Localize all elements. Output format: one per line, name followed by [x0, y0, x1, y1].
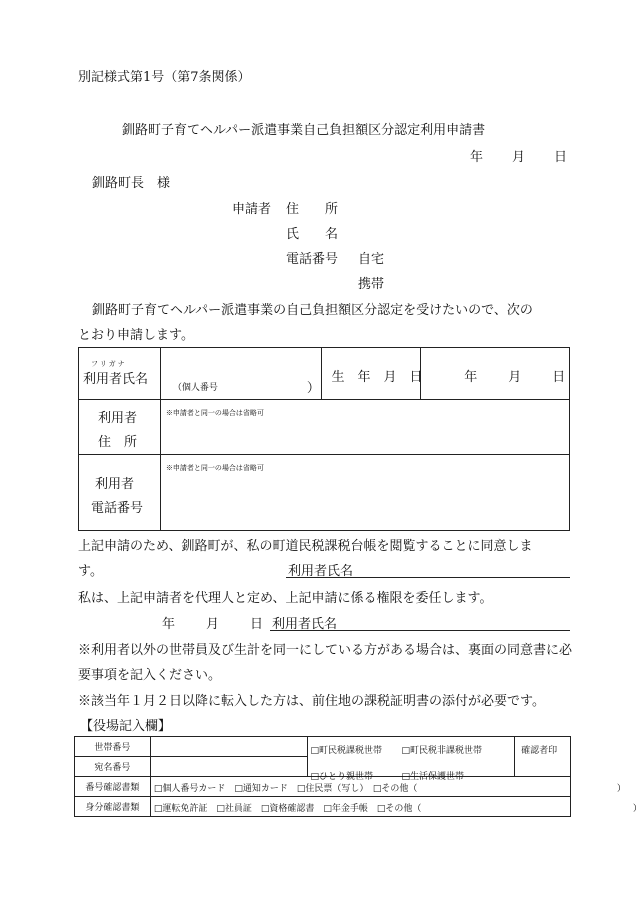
birth-year: 年 — [464, 370, 478, 385]
delegation-month: 月 — [206, 617, 220, 632]
applicant-mobile-label: 携帯 — [358, 277, 385, 292]
address-number-field[interactable] — [150, 757, 307, 777]
confirm-seal-label: 確認者印 — [521, 746, 558, 756]
delegation-text: 私は、上記申請者を代理人と定め、上記申請に係る権限を委任します。 — [78, 591, 493, 606]
applicant-home-label: 自宅 — [358, 252, 385, 267]
note-1-line-1: ※利用者以外の世帯員及び生計を同一にしている方がある場合は、裏面の同意書に必 — [78, 643, 573, 658]
confirm-seal-cell — [515, 737, 571, 777]
user-address-label-cell — [79, 400, 161, 455]
note-2: ※該当年１月２日以降に転入した方は、前住地の課税証明書の添付が必要です。 — [78, 694, 545, 709]
delegation-day: 日 — [250, 617, 264, 632]
date-month: 月 — [512, 150, 526, 165]
birth-label-cell — [322, 348, 421, 400]
intro-line-2: とおり申請します。 — [78, 328, 194, 343]
delegation-user-name-label: 利用者氏名 — [272, 617, 338, 632]
form-title: 釧路町子育てヘルパー派遣事業自己負担額区分認定利用申請書 — [122, 123, 486, 138]
id-doc-options[interactable]: □運転免許証 □社員証 □資格確認書 □年金手帳 □その他（ — [153, 804, 422, 814]
user-phone-label-1: 利用者 — [95, 477, 135, 492]
user-name-field[interactable] — [160, 348, 322, 400]
user-phone-label-cell — [79, 455, 161, 531]
consent-line-1: 上記申請のため、釧路町が、私の町道民税課税台帳を閲覧することに同意しま — [78, 539, 533, 554]
household-number-field[interactable] — [150, 737, 307, 757]
birth-date-field[interactable] — [421, 348, 570, 400]
consent-user-name-label: 利用者氏名 — [288, 564, 354, 579]
check-nontax-household[interactable]: □町民税非課税世帯 — [401, 746, 483, 756]
office-heading: 【役場記入欄】 — [80, 719, 172, 734]
user-address-label-2: 住 所 — [98, 435, 138, 450]
applicant-label: 申請者 — [232, 202, 272, 217]
form-number: 別記様式第1号（第7条関係） — [78, 70, 251, 85]
consent-signature-line[interactable] — [286, 577, 570, 578]
user-name-label-cell — [79, 348, 161, 400]
delegation-signature-line[interactable] — [270, 630, 570, 631]
note-1-line-2: 要事項を記入ください。 — [78, 668, 222, 683]
number-doc-label: 番号確認書類 — [75, 777, 151, 797]
user-address-label-1: 利用者 — [98, 411, 138, 426]
check-single-parent[interactable]: □ひとり親世帯 — [310, 772, 374, 782]
office-table — [74, 736, 642, 817]
individual-number-label: （個人番号 — [172, 383, 218, 393]
number-doc-options[interactable]: □個人番号カード □通知カード □住民票（写し） □その他（ — [153, 784, 418, 794]
tax-status-cell — [307, 737, 515, 782]
individual-number-close: ） — [306, 381, 320, 396]
birth-month: 月 — [508, 370, 522, 385]
user-address-field[interactable] — [160, 400, 569, 455]
address-number-label: 宛名番号 — [75, 757, 151, 777]
id-doc-close: ） — [632, 804, 642, 814]
id-doc-options-cell — [150, 797, 642, 817]
birth-label: 生 年 月 日 — [331, 370, 423, 385]
household-number-label: 世帯番号 — [75, 737, 151, 757]
furigana-label: フリガナ — [91, 360, 127, 368]
check-tax-household[interactable]: □町民税課税世帯 — [310, 746, 383, 756]
user-phone-field[interactable] — [160, 455, 569, 531]
user-phone-label-2: 電話番号 — [91, 501, 144, 516]
consent-line-2: す。 — [78, 564, 103, 579]
date-day: 日 — [554, 150, 568, 165]
check-welfare[interactable]: □生活保護世帯 — [401, 772, 465, 782]
delegation-year: 年 — [162, 617, 176, 632]
user-address-note: ※申請者と同一の場合は省略可 — [165, 409, 264, 417]
number-doc-close: ） — [616, 784, 626, 794]
applicant-address-label: 住 所 — [286, 202, 339, 217]
main-table — [78, 347, 570, 531]
user-phone-note: ※申請者と同一の場合は省略可 — [165, 464, 264, 472]
addressee: 釧路町長 様 — [92, 176, 171, 191]
id-doc-label: 身分確認書類 — [75, 797, 151, 817]
intro-line-1: 釧路町子育てヘルパー派遣事業の自己負担額区分認定を受けたいので、次の — [92, 303, 533, 318]
number-doc-options-cell — [150, 777, 626, 797]
date-year: 年 — [470, 150, 484, 165]
birth-day: 日 — [552, 370, 566, 385]
applicant-phone-label: 電話番号 — [286, 252, 339, 267]
user-name-label: 利用者氏名 — [83, 372, 149, 387]
applicant-name-label: 氏 名 — [286, 227, 339, 242]
